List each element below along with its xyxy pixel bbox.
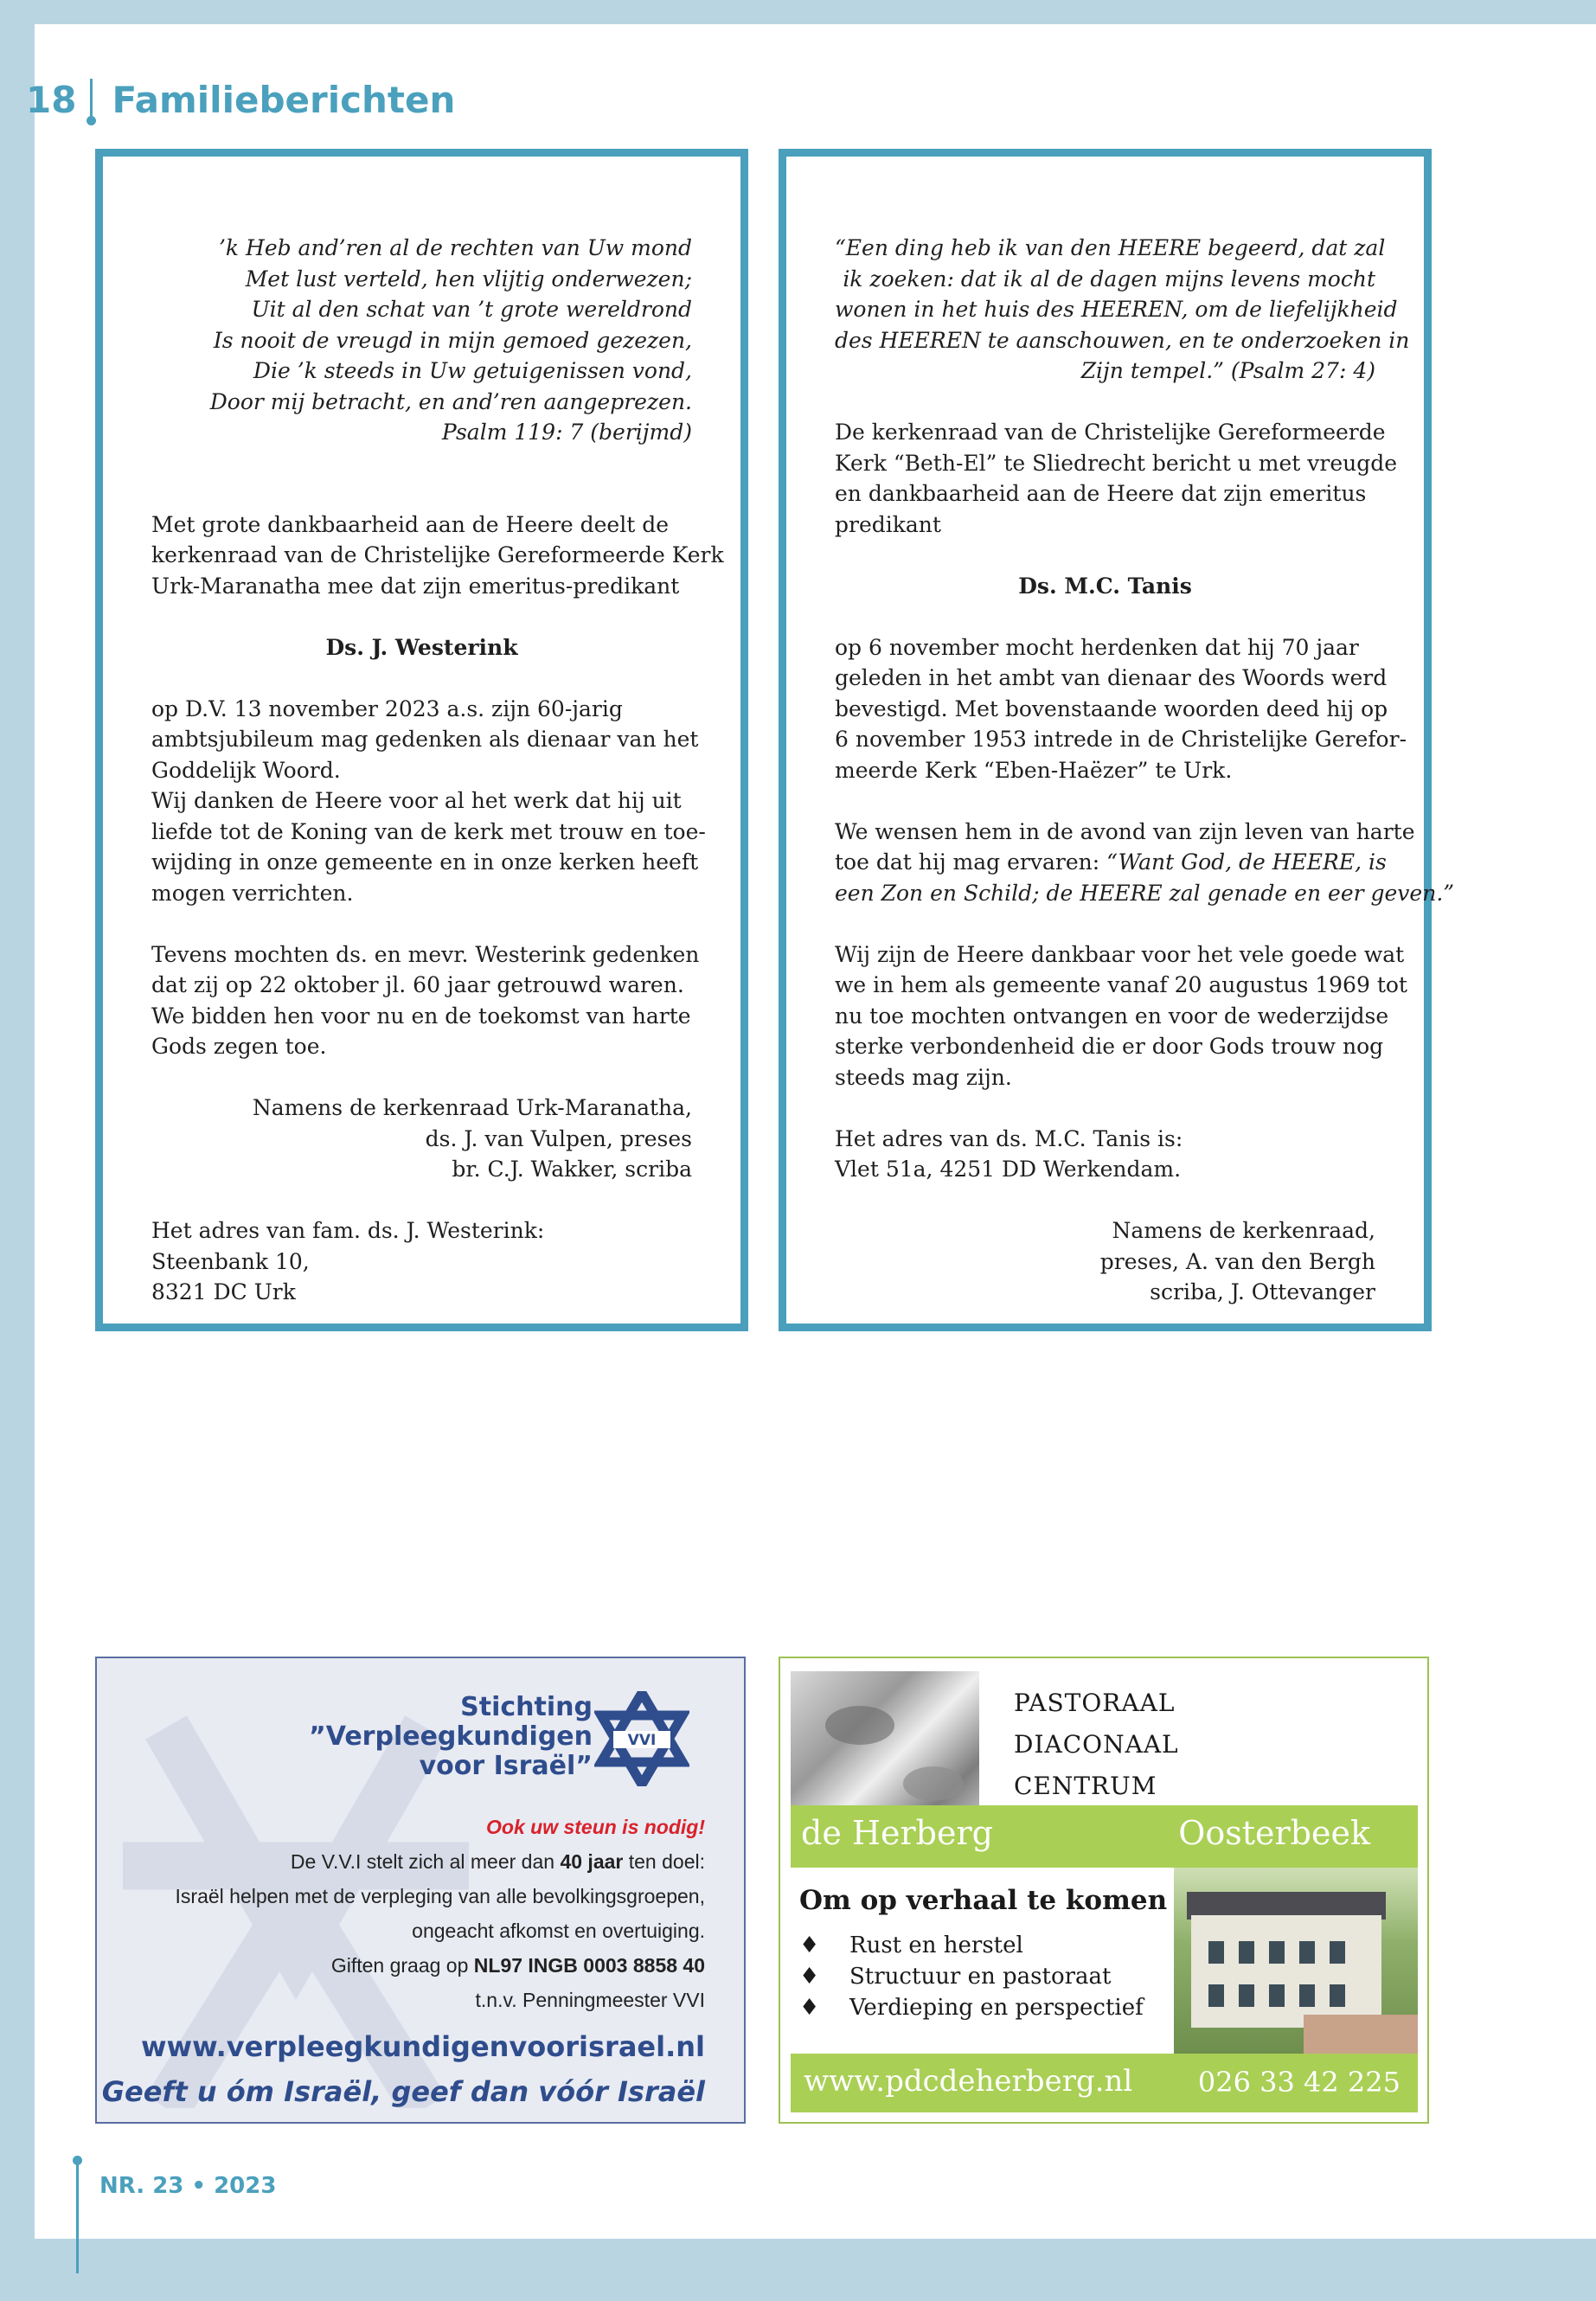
text-line: We wensen hem in de avond van zijn leven van harte xyxy=(835,818,1415,844)
poem-line: Is nooit de vreugd in mijn gemoed gezezen, xyxy=(213,327,692,353)
text-line: nu toe mochten ontvangen en voor de wederzijdse xyxy=(835,1003,1389,1029)
text-line: op 6 november mocht herdenken dat hij 70 jaar xyxy=(835,634,1359,660)
house-photo xyxy=(1174,1868,1418,2054)
text-line: predikant xyxy=(835,511,941,537)
title-line: ”Verpleegkundigen xyxy=(309,1721,593,1752)
text-part: 40 jaar xyxy=(560,1850,624,1873)
diamond-icon: ♦ xyxy=(799,1932,820,1958)
wish-plain: toe dat hij mag ervaren: xyxy=(835,849,1107,875)
text-line: Met grote dankbaarheid aan de Heere deelt de xyxy=(151,511,670,537)
footer-divider xyxy=(76,2161,79,2273)
text-line: geleden in het ambt van dienaar des Woords werd xyxy=(835,665,1388,690)
text-line: bevestigd. Met bovenstaande woorden deed hij op xyxy=(835,695,1388,721)
text-line: Tevens mochten ds. en mevr. Westerink gedenken xyxy=(151,941,700,967)
text-line: Kerk “Beth-El” te Sliedrecht bericht u met vreugde xyxy=(835,450,1398,476)
signature-block xyxy=(151,1093,692,1185)
text-line: ambtsjubileum mag gedenken als dienaar van het xyxy=(151,727,699,752)
signature-line: br. C.J. Wakker, scriba xyxy=(452,1157,692,1182)
herberg-name: de Herberg xyxy=(801,1814,993,1852)
bullet-item xyxy=(799,1964,1112,1990)
signature-line: Namens de kerkenraad, xyxy=(1112,1218,1375,1243)
signature-block xyxy=(835,1215,1375,1308)
wish-quote: een Zon en Schild; de HEERE zal genade en eer geven.” xyxy=(835,880,1455,906)
honoree-name: Ds. J. Westerink xyxy=(325,634,518,660)
text-part: ten doel: xyxy=(623,1850,705,1873)
signature-line: ds. J. van Vulpen, preses xyxy=(425,1125,692,1151)
address-block xyxy=(835,1124,1375,1185)
text-line: Wij zijn de Heere dankbaar voor het vele goede wat xyxy=(835,941,1405,967)
text-line: 6 november 1953 intrede in de Christelijke Gerefor- xyxy=(835,727,1407,752)
quote-block xyxy=(835,233,1410,387)
header-divider xyxy=(90,79,93,120)
poem-line: Uit al den schat van ’t grote wereldrond xyxy=(251,297,692,322)
address-line: Vlet 51a, 4251 DD Werkendam. xyxy=(835,1157,1182,1182)
section-title: Familieberichten xyxy=(112,78,456,121)
address-line: Het adres van ds. M.C. Tanis is: xyxy=(835,1125,1183,1151)
page-header xyxy=(26,69,455,130)
pdc-line: CENTRUM xyxy=(1014,1772,1157,1800)
text-line: dat zij op 22 oktober jl. 60 jaar getrouwd waren. xyxy=(151,972,684,997)
notice-tanis xyxy=(779,149,1455,1331)
body-paragraph xyxy=(835,632,1407,786)
vvi-title xyxy=(309,1693,593,1781)
quote-line: des HEEREN te aanschouwen, en te onderzoeken in xyxy=(835,327,1410,353)
honoree-name: Ds. M.C. Tanis xyxy=(1018,573,1192,599)
text-line: op D.V. 13 november 2023 a.s. zijn 60-jarig xyxy=(151,695,623,721)
text-line: meerde Kerk “Eben-Haëzer” te Urk. xyxy=(835,757,1233,783)
text-line: Goddelijk Woord. xyxy=(151,757,341,783)
signature-line: preses, A. van den Bergh xyxy=(1099,1248,1375,1274)
vvi-url[interactable]: www.verpleegkundigenvoorisrael.nl xyxy=(140,2030,705,2063)
pdc-line: DIACONAAL xyxy=(1014,1730,1179,1759)
text-part: De V.V.I stelt zich al meer dan xyxy=(290,1850,561,1873)
thanks-paragraph xyxy=(835,939,1407,1093)
text-line: Wij danken de Heere voor al het werk dat hij uit xyxy=(151,788,682,813)
herberg-url[interactable]: www.pdcdeherberg.nl xyxy=(804,2064,1133,2099)
vvi-line: ongeacht afkomst en overtuiging. xyxy=(412,1920,705,1942)
page-number: 18 xyxy=(26,78,77,121)
address-line: Het adres van fam. ds. J. Westerink: xyxy=(151,1218,545,1243)
herberg-advertisement xyxy=(779,1657,1429,2124)
text-line: steeds mag zijn. xyxy=(835,1064,1012,1090)
poem-line: Die ’k steeds in Uw getuigenissen vond, xyxy=(253,358,692,383)
text-line: wijding in onze gemeente en in onze kerken heeft xyxy=(151,849,699,875)
quote-line: “Een ding heb ik van den HEERE begeerd, dat zal xyxy=(835,235,1386,260)
wish-paragraph xyxy=(835,817,1455,909)
quote-line: wonen in het huis des HEEREN, om de liefelijkheid xyxy=(835,297,1398,322)
body-paragraph xyxy=(151,694,706,909)
notice-westerink xyxy=(95,149,748,1331)
bullet-text: Rust en herstel xyxy=(849,1932,1023,1958)
address-line: Steenbank 10, xyxy=(151,1248,310,1274)
quote-line: ik zoeken: dat ik al de dagen mijns levens mocht xyxy=(843,266,1375,292)
title-line: voor Israël” xyxy=(419,1751,593,1781)
quote-line: Zijn tempel.” (Psalm 27: 4) xyxy=(1080,358,1375,383)
text-line: sterke verbondenheid die er door Gods trouw nog xyxy=(835,1034,1384,1059)
text-part: Giften graag op xyxy=(330,1954,474,1977)
diamond-icon: ♦ xyxy=(799,1964,820,1990)
poem-line: Met lust verteld, hen vlijtig onderwezen; xyxy=(245,266,692,292)
signature-line: scriba, J. Ottevanger xyxy=(1150,1279,1375,1304)
text-line: liefde tot de Koning van de kerk met trouw en toe- xyxy=(151,818,706,844)
wish-quote: “Want God, de HEERE, is xyxy=(1106,849,1387,875)
text-line: Urk-Maranatha mee dat zijn emeritus-predikant xyxy=(151,573,680,599)
title-line: Stichting xyxy=(460,1692,593,1722)
vvi-line: t.n.v. Penningmeester VVI xyxy=(475,1989,705,2011)
herberg-phone: 026 33 42 225 xyxy=(1197,2066,1401,2099)
bullet-item xyxy=(799,1995,1144,2021)
poem-block xyxy=(151,233,692,448)
text-line: en dankbaarheid aan de Heere dat zijn emeritus xyxy=(835,481,1367,506)
signature-line: Namens de kerkenraad Urk-Maranatha, xyxy=(252,1095,692,1120)
bullet-text: Structuur en pastoraat xyxy=(849,1964,1112,1990)
address-block xyxy=(151,1215,692,1308)
address-line: 8321 DC Urk xyxy=(151,1279,296,1304)
text-line: De kerkenraad van de Christelijke Gereformeerde xyxy=(835,420,1386,445)
herberg-slogan: Om op verhaal te komen xyxy=(799,1885,1168,1916)
diamond-icon: ♦ xyxy=(799,1995,820,2021)
contact-band xyxy=(791,2054,1418,2112)
text-line: Gods zegen toe. xyxy=(151,1034,327,1059)
anniversary-paragraph xyxy=(151,939,700,1062)
vvi-line xyxy=(331,1954,705,1977)
issue-label: NR. 23 • 2023 xyxy=(99,2173,277,2199)
vvi-star-logo xyxy=(594,1691,689,1786)
intro-paragraph xyxy=(835,417,1398,540)
vvi-call: Ook uw steun is nodig! xyxy=(486,1816,705,1838)
pdc-label xyxy=(1014,1682,1179,1807)
iban: NL97 INGB 0003 8858 40 xyxy=(473,1954,705,1977)
vvi-advertisement xyxy=(95,1657,746,2124)
text-line xyxy=(835,847,1387,878)
poem-source: Psalm 119: 7 (berijmd) xyxy=(441,420,692,445)
vvi-line xyxy=(291,1850,705,1874)
bullet-text: Verdieping en perspectief xyxy=(849,1995,1144,2021)
bullet-item xyxy=(799,1932,1023,1958)
poem-line: Door mij betracht, en and’ren aangeprezen. xyxy=(209,388,692,414)
text-line: kerkenraad van de Christelijke Gereformeerde Kerk xyxy=(151,542,724,567)
herberg-place: Oosterbeek xyxy=(1178,1814,1370,1852)
pdc-line: PASTORAAL xyxy=(1014,1689,1176,1717)
poem-line: ’k Heb and’ren al de rechten van Uw mond xyxy=(218,235,692,260)
intro-paragraph xyxy=(151,510,724,602)
text-line: mogen verrichten. xyxy=(151,880,354,906)
vvi-line: Israël helpen met de verpleging van alle bevolkingsgroepen, xyxy=(175,1885,705,1907)
text-line: We bidden hen voor nu en de toekomst van harte xyxy=(151,1003,691,1029)
text-line: we in hem als gemeente vanaf 20 augustus 1969 tot xyxy=(835,972,1407,997)
name-band xyxy=(791,1805,1418,1868)
logo-text: VVI xyxy=(627,1732,657,1749)
vvi-slogan: Geeft u óm Israël, geef dan vóór Israël xyxy=(101,2075,705,2108)
